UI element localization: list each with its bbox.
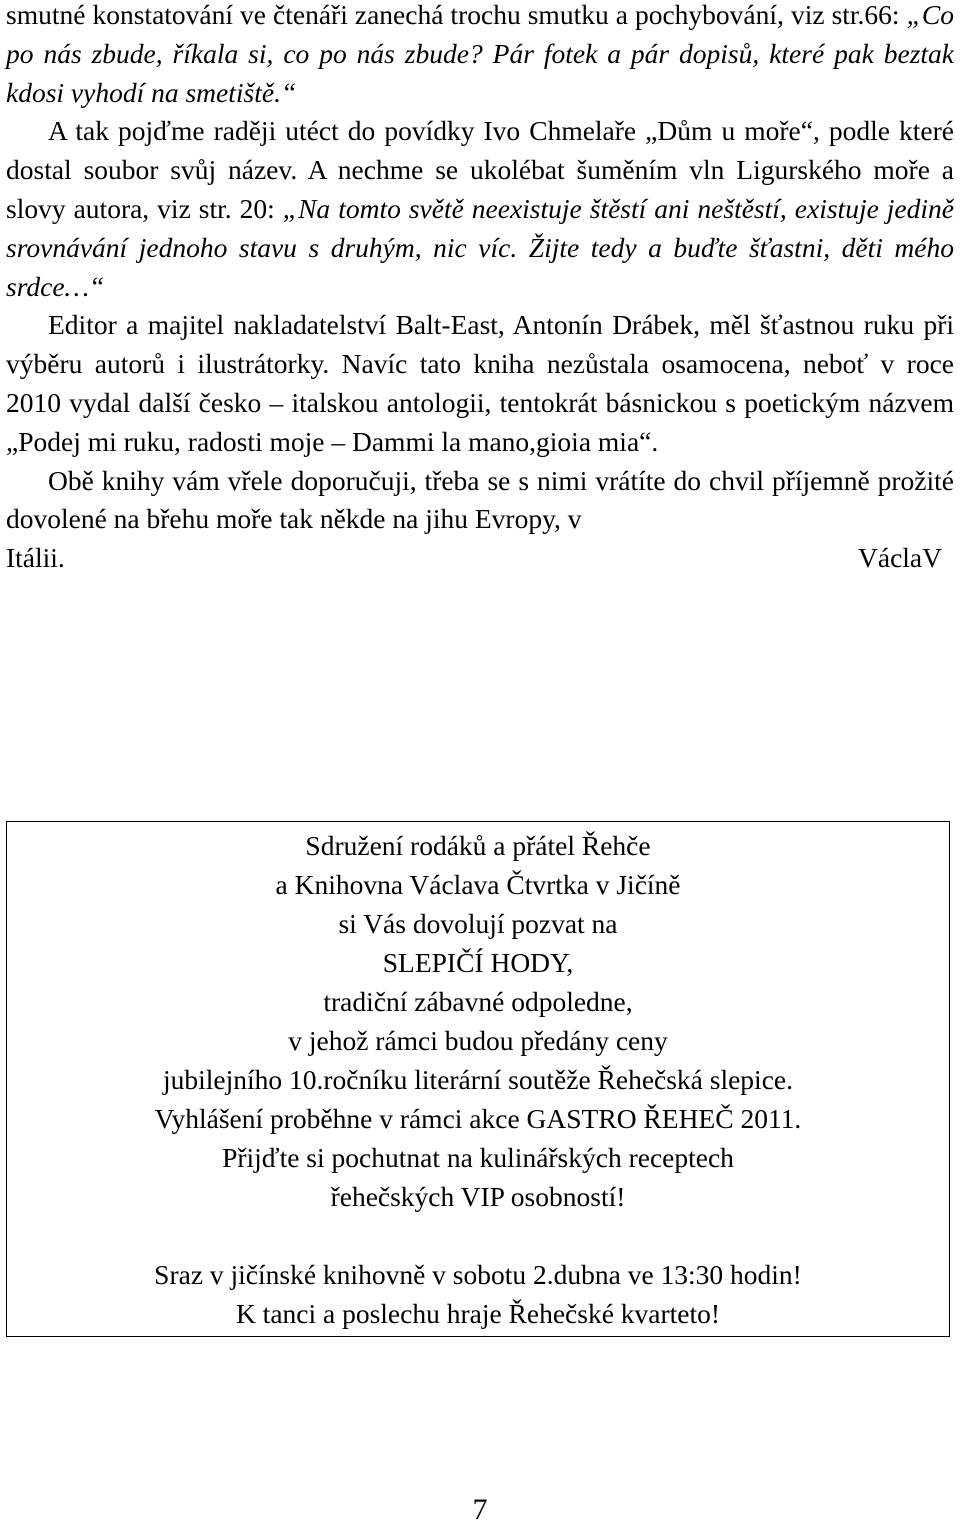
invitation-line: tradiční zábavné odpoledne, [323, 986, 633, 1017]
invitation-line: v jehož rámci budou předány ceny [288, 1025, 668, 1056]
paragraph-2-text: A tak pojďme raději utéct do povídky Ivo Chmelaře „Dům u moře“, podle které dostal soubor svůj název. A nechme se ukolébat šuměním vln Ligurského moře a slovy autora, viz str. 20: [6, 115, 954, 224]
invitation-line: a Knihovna Václava Čtvrtka v Jičíně [275, 869, 681, 900]
author-signature: VáclaV [858, 542, 942, 574]
paragraph-4-last-line [6, 539, 954, 578]
invitation-line: řehečských VIP osobností! [330, 1181, 626, 1212]
invitation-line: SLEPIČÍ HODY, [382, 947, 574, 978]
invitation-box [6, 821, 950, 1337]
paragraph-4-end: Itálii. [6, 542, 65, 574]
page-number: 7 [472, 1493, 488, 1526]
quote-2: „Na tomto světě neexistuje štěstí ani neštěstí, existuje jedině srovnávání jednoho stavu s druhým, nic víc. Žijte tedy a buďte šťastni, děti mého srdce…“ [6, 192, 954, 302]
invitation-spacer [7, 1216, 949, 1255]
invitation-closing-line: K tanci a poslechu hraje Řehečské kvarteto! [235, 1298, 721, 1329]
invitation-line: Vyhlášení proběhne v rámci akce GASTRO ŘEHEČ 2011. [154, 1103, 802, 1134]
paragraph-1 [6, 0, 954, 112]
paragraph-3: Editor a majitel nakladatelství Balt-East, Antonín Drábek, měl šťastnou ruku při výběru autorů i ilustrátorky. Navíc tato kniha nezůstala osamocena, neboť v roce 2010 vydal další česko – italskou antologii, tentokrát básnickou s poetickým názvem „Podej mi ruku, radosti moje – Dammi la mano,gioia mia“. [6, 309, 954, 457]
quote-1: „Co po nás zbude, říkala si, co po nás zbude? Pár fotek a pár dopisů, které pak beztak kdosi vyhodí na smetiště.“ [6, 0, 954, 108]
paragraph-2 [6, 112, 954, 306]
article-text [6, 0, 954, 578]
invitation-line: si Vás dovolují pozvat na [338, 908, 618, 939]
paragraph-1-text: smutné konstatování ve čtenáři zanechá trochu smutku a pochybování, viz str.66: [6, 0, 907, 30]
invitation-line: Sdružení rodáků a přátel Řehče [305, 830, 651, 861]
invitation-line: Přijďte si pochutnat na kulinářských receptech [222, 1142, 734, 1173]
paragraph-4: Obě knihy vám vřele doporučuji, třeba se s nimi vrátíte do chvil příjemně prožité dovolené na břehu moře tak někde na jihu Evropy, v [6, 464, 954, 535]
invitation-closing-line: Sraz v jičínské knihovně v sobotu 2.dubna ve 13:30 hodin! [154, 1259, 802, 1290]
invitation-line: jubilejního 10.ročníku literární soutěže Řehečská slepice. [162, 1064, 793, 1095]
